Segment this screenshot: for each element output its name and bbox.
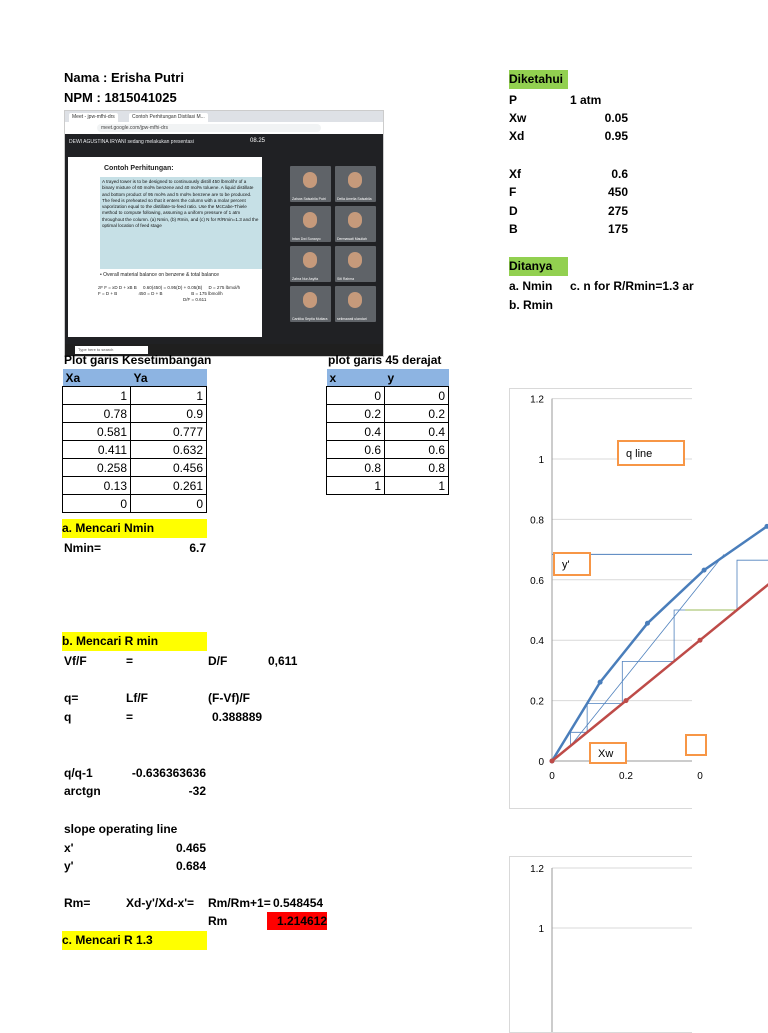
y-tick-label: 1.2 <box>530 395 544 406</box>
arctg-label: arctgn <box>64 783 101 799</box>
table-cell: 0.632 <box>131 441 207 459</box>
asked-item-a: a. Nmin <box>509 278 552 294</box>
table-cell: 0.8 <box>385 459 449 477</box>
x-prime-label: x' <box>64 840 74 856</box>
participant-avatar <box>303 292 317 308</box>
nmin-value: 6.7 <box>130 540 206 556</box>
table-row <box>327 423 449 441</box>
mccabe-thiele-chart <box>509 388 692 809</box>
qq-value: -0.636363636 <box>120 765 206 781</box>
presentation-slide <box>68 157 262 337</box>
rm-value-highlight: 1.214612 <box>267 912 327 930</box>
given-value: 175 <box>570 221 628 237</box>
slide-problem-text: A trayed tower is to be designed to continuously distill 450 lbmol/hr of a binary mixture of 60 mol% benzene and 40 mol% toluene. A liquid distillate and bottom product of 95 mol% and 5 mol% benzene are to be produced. The feed is preheated so that it enters the column with a molar percent vaporization equal to the distillate-to-feed ratio. Use the McCabe-Thiele method to compute following, assuming a uniform pressure of 1 atm throughout the column. (a) Nmin, (b) Rmin, and (c) N for R/Rmin=1.3 and the optimal location of feed stage <box>100 177 262 269</box>
table-cell: 0.258 <box>63 459 131 477</box>
participant-avatar <box>303 212 317 228</box>
student-name: Nama : Erisha Putri <box>64 70 184 86</box>
given-label: P <box>509 92 517 108</box>
meet-stage <box>65 134 383 344</box>
table-row <box>327 459 449 477</box>
table-row <box>63 405 207 423</box>
rm-expression: Xd-y'/Xd-x'= <box>126 895 194 911</box>
presenting-banner: DEWI AGUSTINA IRYANI sedang melakukan presentasi <box>69 138 194 146</box>
slope-title: slope operating line <box>64 821 177 837</box>
diagonal-table <box>326 369 449 495</box>
table-cell: 1 <box>385 477 449 495</box>
equilibrium-point <box>702 568 707 573</box>
rm-label: Rm= <box>64 895 90 911</box>
diagonal-point <box>698 638 703 643</box>
diagonal-point <box>624 698 629 703</box>
y-tick-label: 0.6 <box>530 576 544 587</box>
x-prime-value: 0.465 <box>130 840 206 856</box>
browser-tab: Meet - jpw-mfhi-drs <box>69 113 118 122</box>
chart-plot-area <box>510 389 692 808</box>
column-header: y <box>385 369 449 387</box>
table-cell: 0.8 <box>327 459 385 477</box>
qq-label: q/q-1 <box>64 765 93 781</box>
x-tick-label: 0 <box>549 771 555 782</box>
slide-equations: zF F = xD D + xB B 0.60(450) = 0.95(D) + 0.05(B) D = 275 lbmol/h F = D + B 450 = D + B B = 175 lbmol/h D/F = 0.611 <box>98 285 240 303</box>
table-cell: 0.4 <box>385 423 449 441</box>
xw-label: Xw <box>598 748 613 760</box>
table-cell: 0 <box>327 387 385 405</box>
y-tick-label: 0.2 <box>530 697 544 708</box>
student-npm: NPM : 1815041025 <box>64 90 177 106</box>
diketahui-title: Diketahui <box>509 70 568 89</box>
participant-tile: Dermawati Mauliah <box>335 206 376 242</box>
table-row <box>63 423 207 441</box>
equals-sign: = <box>126 653 133 669</box>
table-row <box>327 387 449 405</box>
vf-label: Vf/F <box>64 653 87 669</box>
participant-tile: Siti Rahma <box>335 246 376 282</box>
y-prime-label: y' <box>64 858 74 874</box>
meet-screenshot <box>64 110 384 357</box>
chart-plot-area <box>510 857 692 1032</box>
equilibrium-title: Plot garis Kesetimbangan <box>64 352 211 368</box>
given-value: 275 <box>570 203 628 219</box>
table-cell: 0.6 <box>385 441 449 459</box>
df-value: 0,611 <box>268 653 297 669</box>
stage-steps <box>571 560 768 746</box>
table-row <box>327 441 449 459</box>
section-a-title: a. Mencari Nmin <box>62 519 207 538</box>
table-cell: 0 <box>385 387 449 405</box>
ditanya-title: Ditanya <box>509 257 568 276</box>
asked-item-c: c. n for R/Rmin=1.3 ar <box>570 278 691 294</box>
participant-tile: Intan Dwi Sunaryo <box>290 206 331 242</box>
table-cell: 0.581 <box>63 423 131 441</box>
table-cell: 0.411 <box>63 441 131 459</box>
y-tick-label: 1.2 <box>530 864 544 875</box>
table-row <box>63 441 207 459</box>
given-value: 0.05 <box>570 110 628 126</box>
q-expression: (F-Vf)/F <box>208 690 250 706</box>
table-cell: 0.4 <box>327 423 385 441</box>
table-row <box>63 495 207 513</box>
section-b-title: b. Mencari R min <box>62 632 207 651</box>
table-cell: 0.78 <box>63 405 131 423</box>
x-tick-label: 0.2 <box>619 771 633 782</box>
column-header: x <box>327 369 385 387</box>
arctg-value: -32 <box>120 783 206 799</box>
table-cell: 0.261 <box>131 477 207 495</box>
y-prime-label-box <box>554 553 590 575</box>
browser-tab: Contoh Perhitungan Distilasi M... <box>129 113 208 122</box>
table-row <box>327 477 449 495</box>
y-tick-label: 1 <box>538 924 544 935</box>
given-value: 1 atm <box>570 92 601 108</box>
q-expression: Lf/F <box>126 690 148 706</box>
participant-tile: selimawati ulandari <box>335 286 376 322</box>
q-line-label: q line <box>626 448 652 460</box>
diagonal-point <box>550 759 555 764</box>
table-cell: 0.6 <box>327 441 385 459</box>
section-c-title: c. Mencari R 1.3 <box>62 931 207 950</box>
given-label: Xd <box>509 128 524 144</box>
participant-tile: Della Amelia Salsabila <box>335 166 376 202</box>
given-value: 450 <box>570 184 628 200</box>
given-value: 0.95 <box>570 128 628 144</box>
url-text: meet.google.com/jpw-mfhi-drs <box>97 124 321 132</box>
meet-time: 08.25 <box>250 138 265 144</box>
given-label: B <box>509 221 518 237</box>
q-label: q <box>64 709 71 725</box>
x-tick-label: 0 <box>697 771 703 782</box>
y-prime-label: y' <box>562 559 570 571</box>
table-cell: 0.13 <box>63 477 131 495</box>
table-cell: 1 <box>63 387 131 405</box>
table-cell: 0.2 <box>327 405 385 423</box>
slide-bullet: • Overall material balance on benzene & total balance <box>100 272 219 278</box>
participant-avatar <box>303 172 317 188</box>
table-row <box>63 477 207 495</box>
rm-ratio-value: 0.548454 <box>273 895 323 911</box>
table-cell: 0 <box>131 495 207 513</box>
diagonal-title: plot garis 45 derajat <box>328 352 441 368</box>
q-value: 0.388889 <box>212 709 262 725</box>
table-cell: 1 <box>131 387 207 405</box>
column-header: Ya <box>131 369 207 387</box>
participant-tile: Zahwa Salsabila Putri <box>290 166 331 202</box>
y-tick-label: 0.8 <box>530 515 544 526</box>
equilibrium-point <box>645 621 650 626</box>
column-header: Xa <box>63 369 131 387</box>
participant-avatar <box>348 252 362 268</box>
table-cell: 0.456 <box>131 459 207 477</box>
asked-item-b: b. Rmin <box>509 297 553 313</box>
q-label: q= <box>64 690 78 706</box>
browser-tab-bar <box>65 111 383 122</box>
participant-avatar <box>348 292 362 308</box>
y-tick-label: 0 <box>538 757 544 768</box>
rm-ratio-label: Rm/Rm+1= <box>208 895 271 911</box>
table-cell: 1 <box>327 477 385 495</box>
participant-tile: Cantika Septia Mutiara <box>290 286 331 322</box>
given-label: D <box>509 203 518 219</box>
taskbar-search: Type here to search <box>75 346 148 354</box>
table-cell: 0 <box>63 495 131 513</box>
rm-label: Rm <box>208 913 227 929</box>
table-row <box>63 387 207 405</box>
nmin-label: Nmin= <box>64 540 101 556</box>
participant-avatar <box>303 252 317 268</box>
given-label: Xw <box>509 110 526 126</box>
df-label: D/F <box>208 653 227 669</box>
participant-tile: Zahra Nur Asyifa <box>290 246 331 282</box>
table-row <box>63 459 207 477</box>
y-tick-label: 0.4 <box>530 636 544 647</box>
clipped-annotation-box <box>686 735 706 755</box>
y-tick-label: 1 <box>538 455 544 466</box>
table-row <box>327 405 449 423</box>
given-label: F <box>509 184 516 200</box>
address-bar <box>65 122 383 134</box>
table-cell: 0.2 <box>385 405 449 423</box>
equilibrium-table <box>62 369 207 513</box>
participant-avatar <box>348 172 362 188</box>
slide-title: Contoh Perhitungan: <box>104 165 174 172</box>
second-chart <box>509 856 692 1033</box>
table-cell: 0.9 <box>131 405 207 423</box>
given-value: 0.6 <box>570 166 628 182</box>
participant-avatar <box>348 212 362 228</box>
y-prime-value: 0.684 <box>130 858 206 874</box>
table-cell: 0.777 <box>131 423 207 441</box>
equals-sign: = <box>126 709 133 725</box>
operating-line <box>571 554 725 745</box>
equilibrium-point <box>598 680 603 685</box>
given-label: Xf <box>509 166 521 182</box>
